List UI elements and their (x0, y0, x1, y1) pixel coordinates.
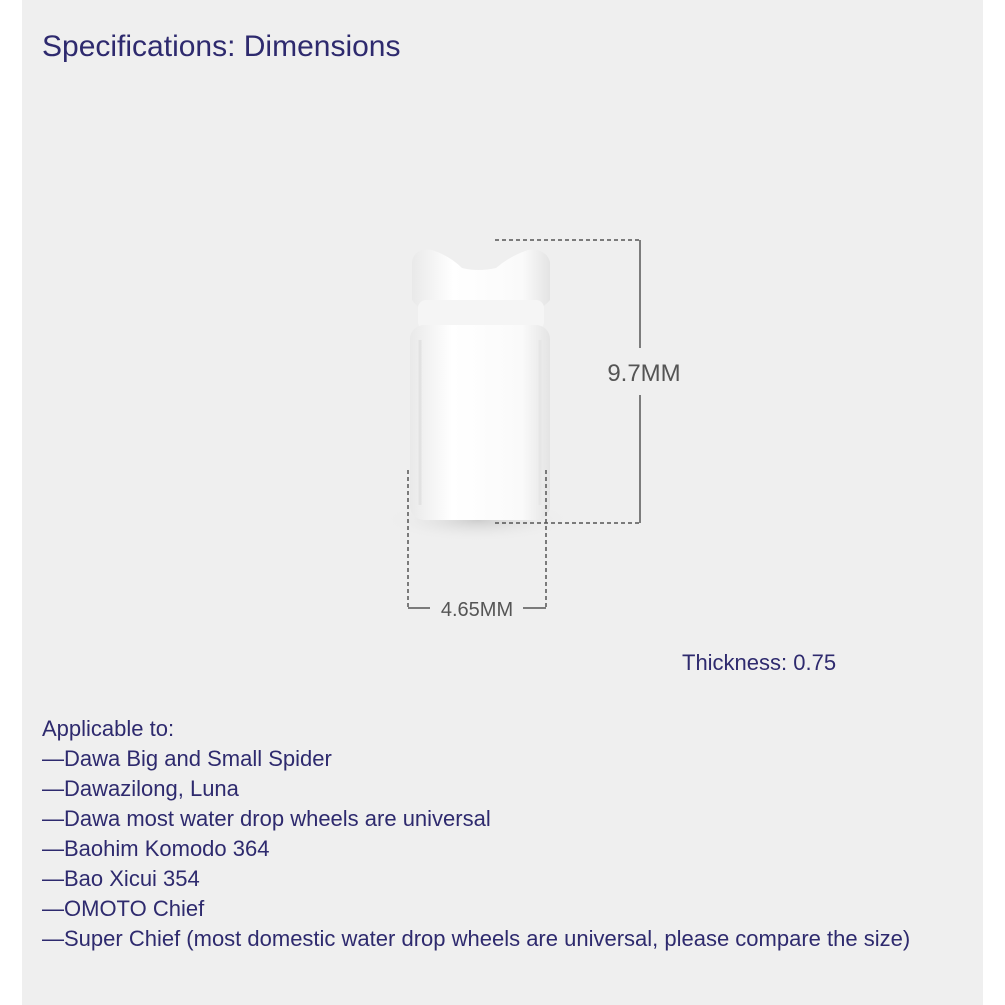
list-item: —Dawazilong, Luna (42, 776, 239, 801)
width-dimension-label: 4.65MM (440, 599, 514, 621)
list-item: —OMOTO Chief (42, 896, 205, 921)
list-item: —Bao Xicui 354 (42, 866, 200, 891)
thickness-label: Thickness: 0.75 (682, 650, 837, 675)
applicable-list (42, 714, 942, 954)
list-item: —Dawa Big and Small Spider (42, 746, 332, 771)
height-dimension-label: 9.7MM (607, 360, 681, 387)
applicable-heading: Applicable to: (42, 716, 175, 741)
list-item: —Super Chief (most domestic water drop wheels are universal, please compare the size) (42, 926, 911, 951)
page-title: Specifications: Dimensions (42, 30, 401, 63)
list-item: —Dawa most water drop wheels are universal (42, 806, 491, 831)
list-item: —Baohim Komodo 364 (42, 836, 270, 861)
product-part-image (383, 250, 573, 542)
